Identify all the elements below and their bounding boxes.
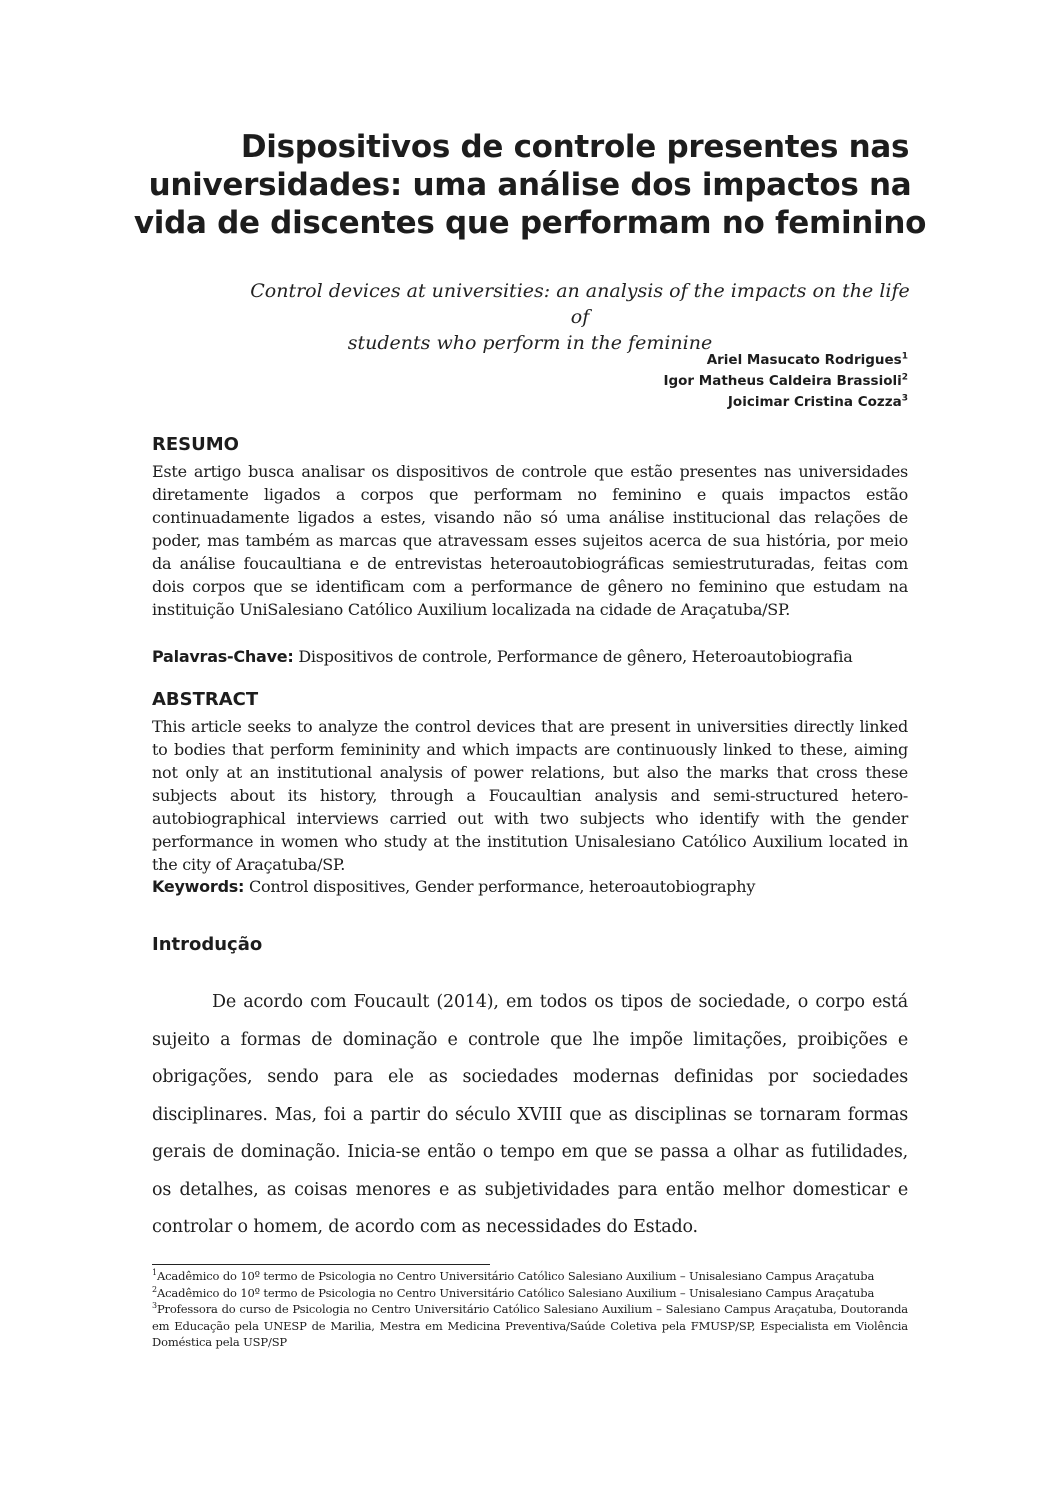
intro-heading: Introdução bbox=[152, 934, 263, 955]
paper-title bbox=[120, 128, 940, 242]
footnote-mark: 2 bbox=[901, 372, 908, 383]
footnote bbox=[152, 1285, 908, 1302]
author bbox=[663, 392, 908, 413]
author-list bbox=[663, 350, 908, 413]
author-name: Joicimar Cristina Cozza bbox=[727, 394, 902, 410]
abstract-keywords bbox=[152, 875, 908, 898]
english-subtitle bbox=[150, 278, 910, 356]
footnote-mark: 1 bbox=[152, 1268, 157, 1278]
resumo-keywords bbox=[152, 645, 908, 668]
title-line: vida de discentes que performam no feminino bbox=[133, 205, 927, 241]
subtitle-line: Control devices at universities: an analysis of the impacts on the life of bbox=[250, 280, 910, 328]
footnotes bbox=[152, 1268, 908, 1351]
footnote bbox=[152, 1301, 908, 1351]
intro-paragraph: De acordo com Foucault (2014), em todos os tipos de sociedade, o corpo está sujeito a formas de dominação e controle que lhe impõe limitações, proibições e obrigações, sendo para ele as sociedades modernas definidas por sociedades disciplinares. Mas, foi a partir do século XVIII que as disciplinas se tornaram formas gerais de dominação. Inicia-se então o tempo em que se passa a olhar as futilidades, os detalhes, as coisas menores e as subjetividades para então melhor domesticar e controlar o homem, de acordo com as necessidades do Estado. bbox=[152, 992, 908, 1237]
footnote-mark: 2 bbox=[152, 1284, 157, 1294]
author-name: Ariel Masucato Rodrigues bbox=[706, 352, 902, 368]
subtitle-line: students who perform in the feminine bbox=[347, 332, 713, 354]
footnote-mark: 1 bbox=[901, 351, 908, 362]
footnote-mark: 3 bbox=[152, 1301, 157, 1311]
abstract-text: This article seeks to analyze the control devices that are present in universities directly linked to bodies that perform femininity and which impacts are continuously linked to these, aiming not only at an institutional analysis of power relations, but also the marks that cross these subjects about its history, through a Foucaultian analysis and semi-structured hetero-autobiographical interviews carried out with two subjects who identify with the gender performance in women who study at the institution Unisalesiano Católico Auxilium located in the city of Araçatuba/SP. bbox=[152, 717, 908, 874]
title-line: universidades: uma análise dos impactos na bbox=[148, 167, 912, 203]
abstract-heading: ABSTRACT bbox=[152, 689, 259, 710]
author bbox=[663, 371, 908, 392]
footnote-text: Acadêmico do 10º termo de Psicologia no Centro Universitário Católico Salesiano Auxilium – Unisalesiano Campus Araçatuba bbox=[156, 1269, 875, 1283]
author-name: Igor Matheus Caldeira Brassioli bbox=[663, 373, 902, 389]
footnote-text: Professora do curso de Psicologia no Centro Universitário Católico Salesiano Auxilium – Salesiano Campus Araçatuba, Doutoranda em Educação pela UNESP de Marilia, Mestra em Medicina Preventiva/Saúde Coletiva pela FMUSP/SP, Especialista em Violência Doméstica pela USP/SP bbox=[152, 1302, 908, 1349]
footnote bbox=[152, 1268, 908, 1285]
keywords-list: Dispositivos de controle, Performance de gênero, Heteroautobiografia bbox=[293, 647, 853, 666]
footnote-mark: 3 bbox=[901, 393, 908, 404]
keywords-label: Keywords: bbox=[152, 877, 245, 896]
author bbox=[663, 350, 908, 371]
resumo-heading: RESUMO bbox=[152, 434, 239, 455]
keywords-label: Palavras-Chave: bbox=[152, 647, 294, 666]
resumo-text: Este artigo busca analisar os dispositivos de controle que estão presentes nas universidades diretamente ligados a corpos que performam no feminino e quais impactos estão continuadamente ligados a estes, visando não só uma análise institucional das relações de poder, mas também as marcas que atravessam esses sujeitos acerca de sua história, por meio da análise foucaultiana e de entrevistas heteroautobiográficas semiestruturadas, feitas com dois corpos que se identificam com a performance de gênero no feminino que estudam na instituição UniSalesiano Católico Auxilium localizada na cidade de Araçatuba/SP. bbox=[152, 462, 908, 619]
title-line: Dispositivos de controle presentes nas bbox=[240, 129, 910, 165]
footnote-separator bbox=[152, 1264, 490, 1265]
footnote-text: Acadêmico do 10º termo de Psicologia no Centro Universitário Católico Salesiano Auxilium – Unisalesiano Campus Araçatuba bbox=[156, 1285, 875, 1300]
keywords-list: Control dispositives, Gender performance, heteroautobiography bbox=[244, 877, 756, 896]
